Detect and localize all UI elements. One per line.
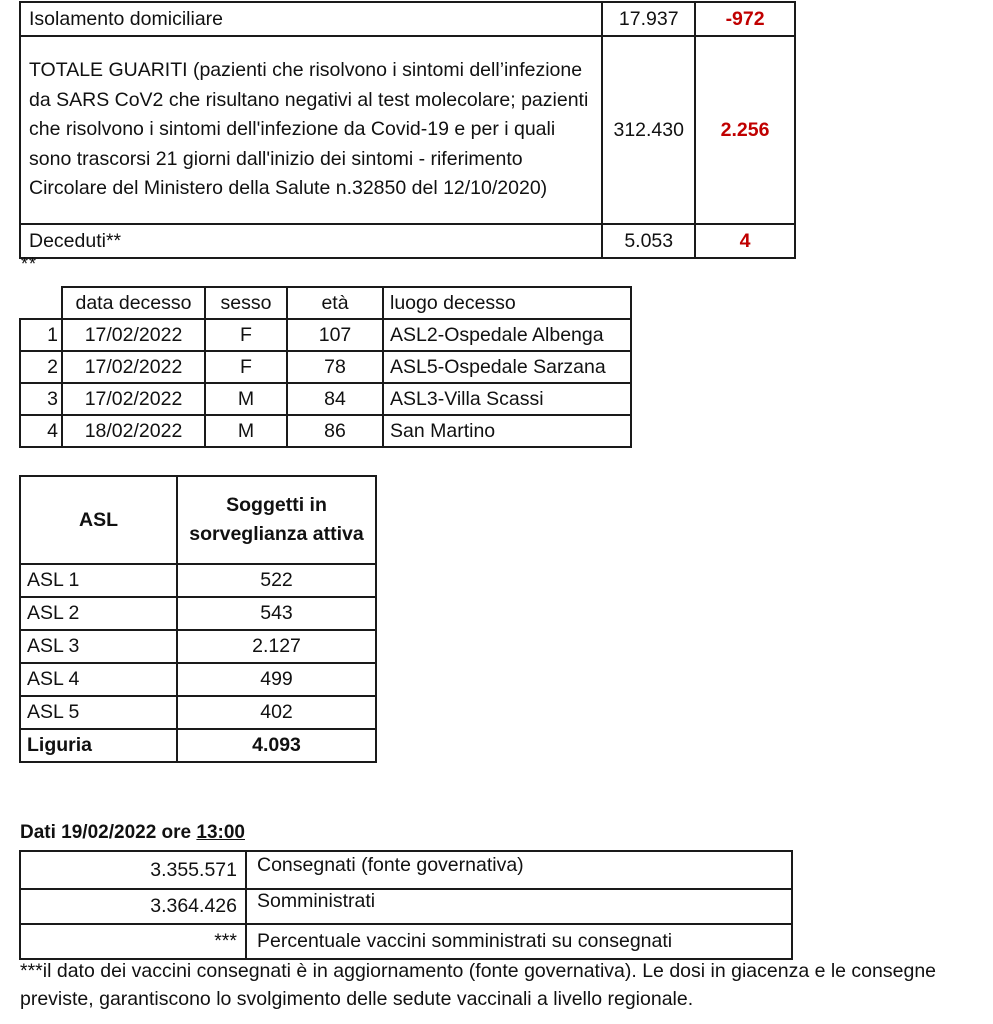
date-header: data decesso — [62, 287, 205, 319]
table-header-row — [20, 287, 631, 319]
summary-value: 312.430 — [602, 36, 695, 224]
vaccines-table — [19, 850, 793, 960]
vaccine-value: *** — [20, 924, 246, 959]
vaccine-value: 3.355.571 — [20, 851, 246, 889]
summary-value: 5.053 — [602, 224, 695, 258]
death-sex: F — [205, 351, 287, 383]
vaccines-title-prefix: Dati 19/02/2022 ore — [20, 822, 197, 843]
vaccines-footnote: ***il dato dei vaccini consegnati è in aggiornamento (fonte governativa). Le dosi in giacenza e le consegne previste, garantiscono lo svolgimento delle sedute vaccinali a livello regionale. — [20, 960, 937, 1010]
asl-value: 2.127 — [177, 630, 376, 663]
summary-delta: -972 — [695, 2, 795, 36]
death-age: 107 — [287, 319, 383, 351]
table-row — [20, 319, 631, 351]
summary-label: Deceduti** — [20, 224, 602, 258]
total-name: Liguria — [20, 729, 177, 762]
asl-value: 522 — [177, 564, 376, 597]
death-age: 78 — [287, 351, 383, 383]
asl-name: ASL 2 — [20, 597, 177, 630]
row-index: 2 — [20, 351, 62, 383]
vaccines-title — [20, 822, 245, 844]
vaccines-title-time: 13:00 — [196, 822, 245, 843]
place-header: luogo decesso — [383, 287, 631, 319]
asl-name: ASL 5 — [20, 696, 177, 729]
summary-delta: 4 — [695, 224, 795, 258]
row-index: 1 — [20, 319, 62, 351]
vaccine-value: 3.364.426 — [20, 889, 246, 924]
table-row — [20, 564, 376, 597]
table-total-row — [20, 729, 376, 762]
table-row — [20, 924, 792, 959]
table-row — [20, 663, 376, 696]
death-age: 84 — [287, 383, 383, 415]
table-header-row — [20, 476, 376, 564]
death-age: 86 — [287, 415, 383, 447]
vaccine-desc: Percentuale vaccini somministrati su consegnati — [246, 924, 792, 959]
table-row — [20, 630, 376, 663]
table-row — [20, 2, 795, 36]
subjects-header: Soggetti in sorveglianza attiva — [177, 476, 376, 564]
deaths-table — [19, 286, 632, 448]
death-place: ASL3-Villa Scassi — [383, 383, 631, 415]
summary-delta: 2.256 — [695, 36, 795, 224]
death-place: ASL5-Ospedale Sarzana — [383, 351, 631, 383]
death-place: San Martino — [383, 415, 631, 447]
summary-label: TOTALE GUARITI (pazienti che risolvono i sintomi dell’infezione da SARS CoV2 che risultano negativi al test molecolare; pazienti che risolvono i sintomi dell'infezione da Covid-19 e per i quali sono trascorsi 21 giorni dall'inizio dei sintomi - riferimento Circolare del Ministero della Salute n.32850 del 12/10/2020) — [20, 36, 602, 224]
total-value: 4.093 — [177, 729, 376, 762]
asl-name: ASL 1 — [20, 564, 177, 597]
age-header: età — [287, 287, 383, 319]
vaccine-desc: Somministrati — [246, 889, 792, 924]
death-date: 17/02/2022 — [62, 383, 205, 415]
asl-value: 499 — [177, 663, 376, 696]
summary-table — [19, 1, 796, 259]
summary-label: Isolamento domiciliare — [20, 2, 602, 36]
asl-name: ASL 3 — [20, 630, 177, 663]
index-header — [20, 287, 62, 319]
sex-header: sesso — [205, 287, 287, 319]
row-index: 3 — [20, 383, 62, 415]
asl-header: ASL — [20, 476, 177, 564]
death-sex: M — [205, 383, 287, 415]
row-index: 4 — [20, 415, 62, 447]
footnote-marker: ** — [21, 254, 38, 274]
death-sex: F — [205, 319, 287, 351]
table-row — [20, 383, 631, 415]
asl-name: ASL 4 — [20, 663, 177, 696]
asl-value: 543 — [177, 597, 376, 630]
table-row — [20, 36, 795, 224]
table-row — [20, 889, 792, 924]
summary-value: 17.937 — [602, 2, 695, 36]
table-row — [20, 851, 792, 889]
vaccine-desc: Consegnati (fonte governativa) — [246, 851, 792, 889]
asl-value: 402 — [177, 696, 376, 729]
death-date: 17/02/2022 — [62, 351, 205, 383]
surveillance-table — [19, 475, 377, 763]
death-place: ASL2-Ospedale Albenga — [383, 319, 631, 351]
death-date: 17/02/2022 — [62, 319, 205, 351]
table-row — [20, 696, 376, 729]
death-date: 18/02/2022 — [62, 415, 205, 447]
table-row — [20, 597, 376, 630]
table-row — [20, 224, 795, 258]
table-row — [20, 351, 631, 383]
table-row — [20, 415, 631, 447]
death-sex: M — [205, 415, 287, 447]
